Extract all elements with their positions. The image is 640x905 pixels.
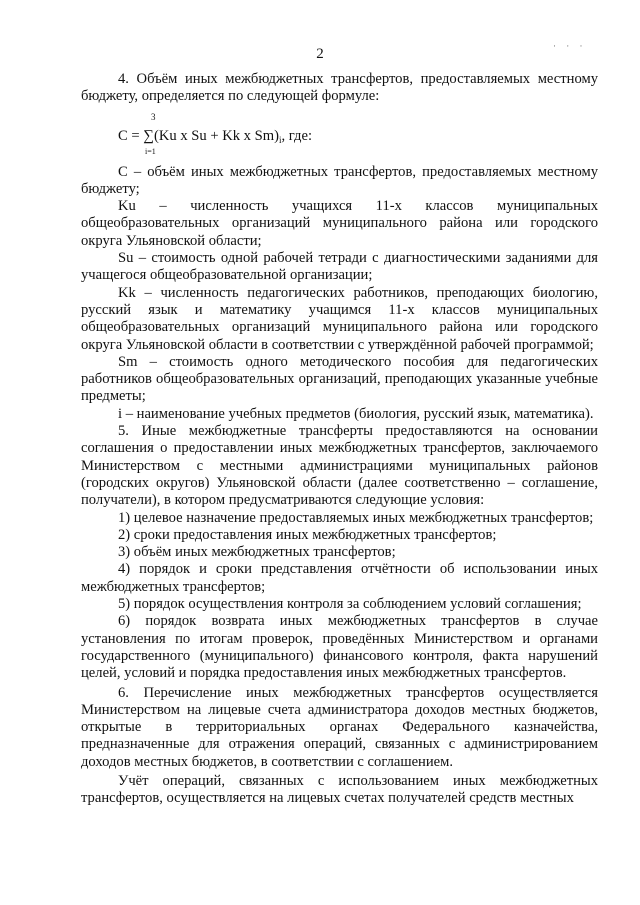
paragraph: Sm – стоимость одного методического пособия для педагогических работников общеобразовательных организаций, преподающих указанные учебные предметы; [81,353,598,405]
paragraph: 5) порядок осуществления контроля за соблюдением условий соглашения; [118,596,582,613]
formula-index: i [278,134,282,145]
paragraph: Учёт операций, связанных с использованием иных межбюджетных трансфертов, осуществляется на лицевых счетах получателей средств местных [81,772,598,807]
paragraph: 4) порядок и сроки представления отчётности об использовании иных межбюджетных трансфертов; [81,561,598,595]
paragraph: 1) целевое назначение предоставляемых иных межбюджетных трансфертов; [118,509,594,526]
paragraph: 6. Перечисление иных межбюджетных трансфертов осуществляется Министерством на лицевые счета администратора доходов местных бюджетов, открытые в территориальных органах Федерального казначейства, предназначенные для отражения операций, связанных с администрированием доходов местных бюджетов, в соответствии с соглашением. [81,684,598,770]
paragraph: 6) порядок возврата иных межбюджетных трансфертов в случае установления по итогам проверок, проведённых Министерством и органами государственного (муниципального) финансового контроля, факта нарушений целей, условий и порядка предоставления иных межбюджетных трансфертов. [81,613,598,682]
paragraph: 3) объём иных межбюджетных трансфертов; [118,544,396,561]
paragraph-list [81,164,598,808]
paragraph: 5. Иные межбюджетные трансферты предоставляются на основании соглашения о предоставлении иных межбюджетных трансфертов, заключаемого Министерством с местными администрациями муниципальных районов (городских округов) Ульяновской области (далее соответственно – соглашение, получатели), в котором предусматриваются следующие условия: [81,423,598,509]
paragraph: Kk – численность педагогических работников, преподающих биологию, русский язык и математику учащимся 11-х классов муниципальных общеобразовательных организаций муниципального района или городского округа Ульяновской области в соответствии с утверждённой рабочей программой; [81,284,598,353]
formula [81,111,598,156]
paragraph: С – объём иных межбюджетных трансфертов, предоставляемых местному бюджету; [81,163,598,197]
formula-tail: , где: [281,127,312,144]
formula-expression [118,128,312,149]
page-number: 2 [316,46,324,62]
document-body [81,71,598,808]
scan-marks: · · · [553,41,587,51]
formula-lower-limit: i=1 [145,146,156,156]
paragraph: 2) сроки предоставления иных межбюджетных трансфертов; [118,526,497,543]
sigma-symbol: ∑ [143,127,154,144]
paragraph: Su – стоимость одной рабочей тетради с диагностическими заданиями для учащегося общеобразовательной организации; [81,250,598,284]
formula-upper-limit: 3 [151,111,156,122]
formula-body: (Ku x Su + Kk x Sm) [153,127,279,144]
formula-left: C = [118,127,144,144]
paragraph: i – наименование учебных предметов (биология, русский язык, математика). [118,405,594,422]
paragraph: Ku – численность учащихся 11-х классов муниципальных общеобразовательных организаций муниципального района или городского округа Ульяновской области; [81,198,598,249]
paragraph: 4. Объём иных межбюджетных трансфертов, предоставляемых местному бюджету, определяется по следующей формуле: [81,71,598,105]
